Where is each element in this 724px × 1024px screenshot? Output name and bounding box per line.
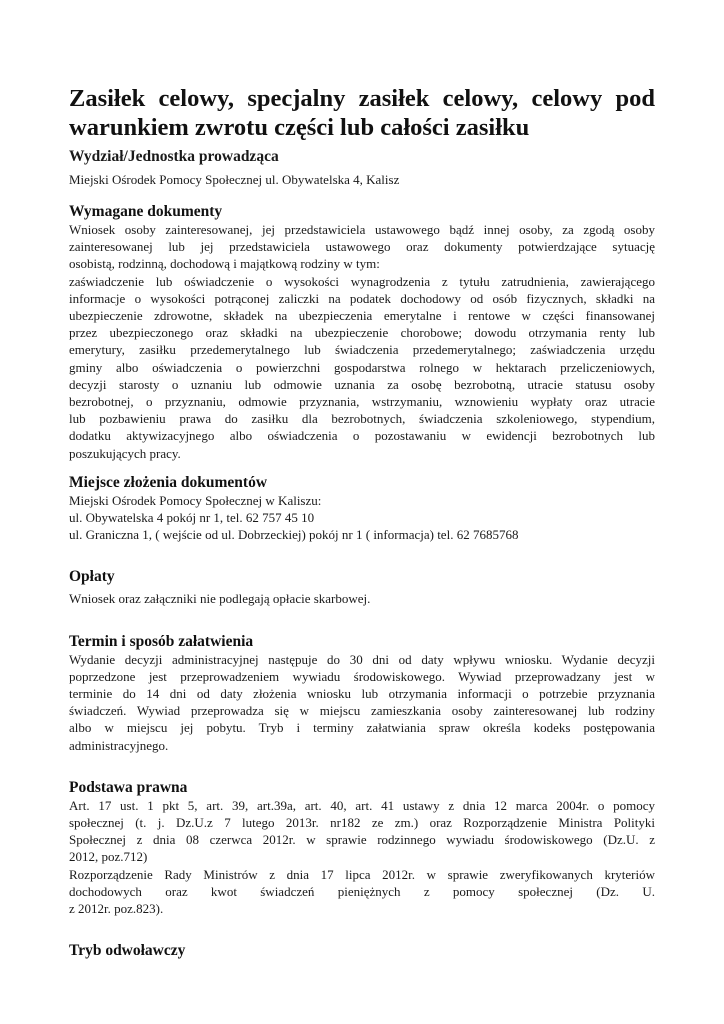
text-line: dochodowych oraz kwot świadczeń pieniężnych z pomocy społecznej (Dz. U.: [69, 883, 655, 899]
text-line: osobistą, rodzinną, dochodową i majątkową rodziny w tym:: [69, 256, 380, 272]
fees-section: [69, 568, 655, 607]
submission-place-heading: Miejsce złożenia dokumentów: [69, 473, 268, 491]
text-line: poszukujących pracy.: [69, 445, 181, 461]
processing-text: [69, 651, 655, 754]
text-line: decyzji starosty o uznaniu lub odmowie uznania za osobę bezrobotną, utracie statusu osoby: [69, 376, 655, 392]
page-title: [69, 84, 655, 142]
title-line-1: Zasiłek celowy, specjalny zasiłek celowy, celowy pod: [69, 85, 655, 112]
required-documents-section: [69, 203, 655, 462]
legal-basis-section: [69, 779, 655, 917]
text-line: albo w miejscu jej pobytu. Tryb i terminy załatwiania spraw określa kodeks postępowania: [69, 720, 655, 736]
text-line: świadczeń. Wywiad przeprowadza się w miejscu zamieszkania osoby zainteresowanej lub rodziny: [69, 703, 655, 719]
appeal-section: [69, 942, 655, 960]
text-line: Miejski Ośrodek Pomocy Społecznej w Kaliszu:: [69, 492, 322, 508]
text-line: gminy albo oświadczenia o powierzchni gospodarstwa rolnego w hektarach przeliczeniowych,: [69, 359, 655, 375]
text-line: emerytury, zasiłku przedemerytalnego lub świadczenia przedemerytalnego; zaświadczenia urzędu: [69, 342, 655, 358]
text-line: Wydanie decyzji administracyjnej następuje do 30 dni od daty wpływu wniosku. Wydanie decyzji: [69, 651, 655, 667]
text-line: bezrobotnej, o przyznaniu, odmowie przyznania, wstrzymaniu, wznowieniu wypłaty oraz utracie: [69, 394, 655, 410]
text-line: przez ubezpieczonego oraz składki na ubezpieczenie chorobowe; dowodu otrzymania renty lub: [69, 325, 655, 341]
department-heading: Wydział/Jednostka prowadząca: [69, 148, 279, 165]
text-line: ul. Obywatelska 4 pokój nr 1, tel. 62 757 45 10: [69, 510, 315, 526]
text-line: dodatku aktywizacyjnego albo oświadczenia o pozostawaniu w ewidencji bezrobotnych lub: [69, 428, 655, 444]
title-line-2: warunkiem zwrotu części lub całości zasiłku: [69, 114, 530, 141]
submission-place-section: [69, 474, 655, 544]
text-line: zaświadczenie lub oświadczenie o wysokości wynagrodzenia z tytułu zatrudnienia, zawierającego: [69, 273, 655, 289]
processing-heading: Termin i sposób załatwienia: [69, 632, 254, 650]
appeal-heading: Tryb odwoławczy: [69, 942, 186, 960]
legal-basis-text: [69, 797, 655, 917]
fees-heading: Opłaty: [69, 568, 115, 586]
submission-place-text: [69, 492, 655, 544]
text-line: terminie do 14 dni od daty złożenia wniosku lub otrzymania informacji o potrzebie przyznania: [69, 686, 655, 702]
text-line: administracyjnego.: [69, 737, 169, 753]
text-line: Art. 17 ust. 1 pkt 5, art. 39, art.39a, art. 40, art. 41 ustawy z dnia 12 marca 2004r. o pomocy: [69, 797, 655, 813]
legal-basis-heading: Podstawa prawna: [69, 778, 188, 796]
text-line: poprzedzone jest przeprowadzeniem wywiadu środowiskowego. Wywiad przeprowadzany jest w: [69, 668, 655, 684]
department-text: Miejski Ośrodek Pomocy Społecznej ul. Obywatelska 4, Kalisz: [69, 172, 400, 187]
text-line: 2012, poz.712): [69, 849, 148, 865]
text-line: ul. Graniczna 1, ( wejście od ul. Dobrzeckiej) pokój nr 1 ( informacja) tel. 62 7685768: [69, 527, 519, 543]
processing-section: [69, 633, 655, 754]
text-line: ubezpieczenie zdrowotne, składek na ubezpieczenia emerytalne i rentowe w części finansowanej: [69, 308, 655, 324]
text-line: zainteresowanej lub jej przedstawiciela ustawowego oraz dokumenty potwierdzające sytuację: [69, 239, 655, 255]
text-line: Wniosek osoby zainteresowanej, jej przedstawiciela ustawowego bądź innej osoby, za zgodą osoby: [69, 222, 655, 237]
text-line: lub pozbawieniu prawa do zasiłku dla bezrobotnych, świadczenia szkoleniowego, stypendium,: [69, 411, 655, 427]
text-line: Rozporządzenie Rady Ministrów z dnia 17 lipca 2012r. w sprawie zweryfikowanych kryteriów: [69, 866, 655, 882]
text-line: z 2012r. poz.823).: [69, 901, 164, 917]
department-section: [69, 148, 655, 188]
text-line: Społecznej z dnia 08 czerwca 2012r. w sprawie rodzinnego wywiadu środowiskowego (Dz.U. z: [69, 832, 655, 848]
text-line: informacje o wysokości potrąconej zaliczki na podatek dochodowy od osób fizycznych, składki na: [69, 290, 655, 306]
required-documents-heading: Wymagane dokumenty: [69, 203, 223, 220]
fees-text: Wniosek oraz załączniki nie podlegają opłacie skarbowej.: [69, 591, 371, 607]
text-line: społecznej (t. j. Dz.U.z 7 lutego 2013r. nr182 ze zm.) oraz Rozporządzenie Ministra Polityki: [69, 815, 655, 831]
document-page: [69, 84, 655, 960]
required-documents-text: [69, 221, 655, 462]
